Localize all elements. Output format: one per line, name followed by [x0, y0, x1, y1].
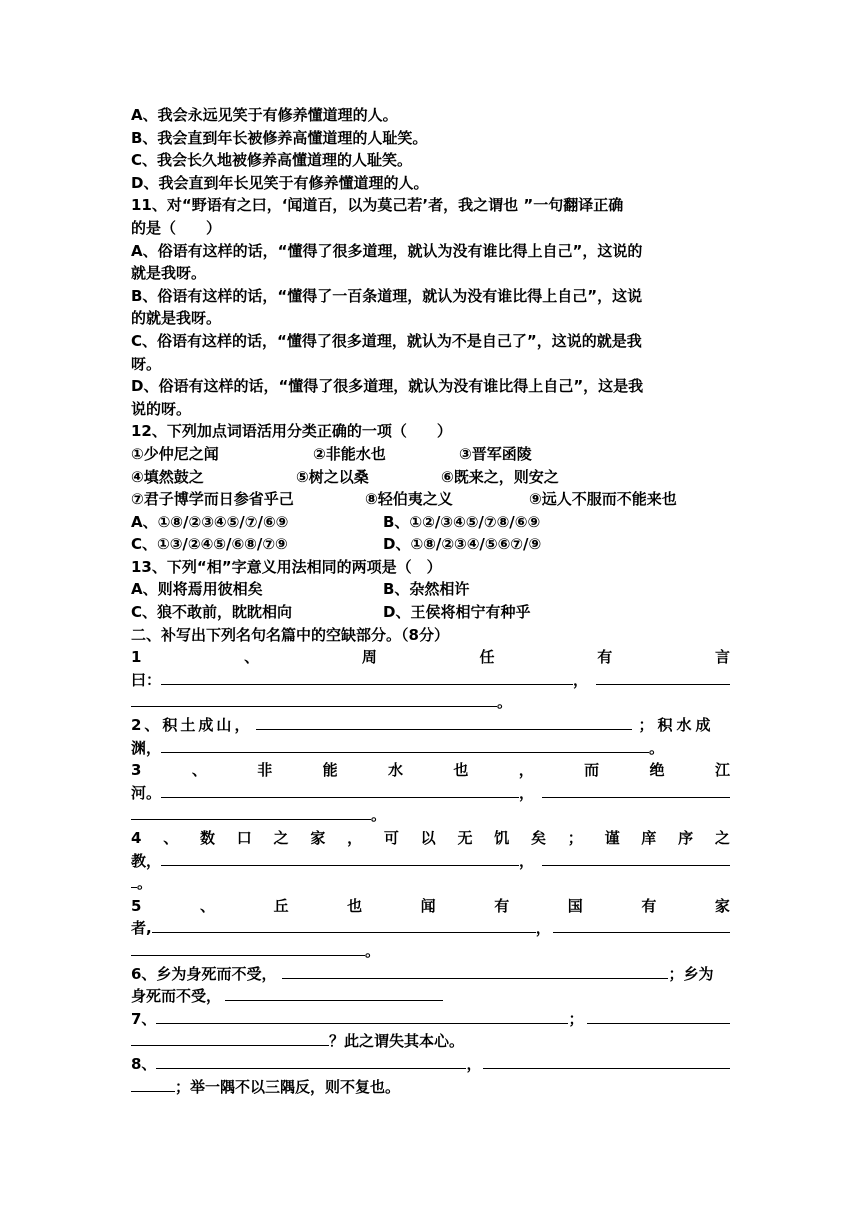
q13-options-row2: [131, 601, 730, 624]
q12-items-row1: [131, 443, 730, 466]
q12-option-b: B、①②/③④⑤/⑦⑧/⑥⑨: [383, 512, 541, 531]
blank-field[interactable]: [161, 783, 519, 798]
blank-field[interactable]: [282, 964, 668, 979]
s6-line2: 身死而不受，: [131, 985, 730, 1008]
s3-line2: 河。 ，: [131, 782, 730, 805]
q12-items-row3: [131, 488, 730, 511]
s8-line1: 8、 ，: [131, 1053, 730, 1076]
q12-stem: 12、下列加点词语活用分类正确的一项（ ）: [131, 422, 452, 441]
s3-line3: 。: [131, 804, 730, 827]
blank-field[interactable]: [161, 851, 519, 866]
blank-field[interactable]: [156, 1009, 568, 1024]
blank-field[interactable]: [131, 1031, 329, 1046]
blank-field[interactable]: [131, 941, 365, 956]
s2-line1: 2、积土成山， ；积水成: [131, 716, 715, 735]
q12-options-row2: [131, 533, 730, 556]
blank-field[interactable]: [156, 1054, 466, 1069]
q10-option-d: D、我会直到年长见笑于有修养懂道理的人。: [131, 173, 429, 192]
q12-item: ⑨远人不服而不能来也: [529, 490, 677, 509]
q11-option-d-line1: D、俗语有这样的话，“懂得了很多道理，就认为没有谁比得上自己”，这是我: [131, 377, 644, 396]
blank-field[interactable]: [542, 783, 730, 798]
q12-option-a: A、①⑧/②③④⑤/⑦/⑥⑨: [131, 512, 289, 531]
q12-item: ④填然鼓之: [131, 467, 204, 486]
s8-line2: ；举一隅不以三隅反，则不复也。: [131, 1076, 730, 1099]
q11-option-c-line1: C、俗语有这样的话，“懂得了很多道理，就认为不是自己了”，这说的就是我: [131, 331, 642, 350]
q12-options-row1: [131, 511, 730, 534]
q10-option-c: C、我会长久地被修养高懂道理的人耻笑。: [131, 151, 413, 170]
s1-line3: 。: [131, 691, 730, 714]
blank-field[interactable]: [587, 1009, 730, 1024]
q12-item: ⑦君子博学而日参省乎己: [131, 490, 294, 509]
q10-option-b: B、我会直到年长被修养高懂道理的人耻笑。: [131, 128, 428, 147]
q12-items-row2: [131, 466, 730, 489]
blank-field[interactable]: [553, 918, 730, 933]
blank-field[interactable]: [161, 738, 649, 753]
blank-field[interactable]: [131, 805, 371, 820]
blank-field[interactable]: [483, 1054, 730, 1069]
q12-item: ②非能水也: [313, 444, 386, 463]
s4-line3: 。: [131, 872, 730, 895]
q13-stem: 13、下列“相”字意义用法相同的两项是（ ）: [131, 557, 442, 576]
s4-line1: 4 、 数 口 之 家 ， 可 以 无 饥 矣 ； 谨 庠 序 之: [131, 829, 730, 847]
q12-item: ③晋军函陵: [459, 444, 532, 463]
blank-field[interactable]: [225, 986, 443, 1001]
q13-option-c: C、狼不敢前，眈眈相向: [131, 603, 293, 622]
q10-option-a: A、我会永远见笑于有修养懂道理的人。: [131, 106, 398, 124]
blank-field[interactable]: [161, 670, 573, 685]
s5-line3: 。: [131, 940, 730, 963]
s3-line1: 3 、 非 能 水 也 ， 而 绝 江: [131, 761, 730, 780]
s4-line2: 教， ，: [131, 850, 730, 873]
q11-option-a-line1: A、俗语有这样的话，“懂得了很多道理，就认为没有谁比得上自己”，这说的: [131, 241, 643, 260]
q11-stem-line2: 的是（ ）: [131, 218, 222, 237]
q12-option-c: C、①③/②④⑤/⑥⑧/⑦⑨: [131, 535, 288, 554]
q13-options-row1: [131, 578, 730, 601]
s7-line2: ？此之谓失其本心。: [131, 1030, 730, 1053]
q12-item: ⑧轻伯夷之义: [365, 490, 453, 509]
s5-line1: 5 、 丘 也 闻 有 国 有 家: [131, 896, 730, 915]
blank-field[interactable]: [596, 670, 730, 685]
q11-stem-line1: 11、对“野语有之曰，‘闻道百，以为莫己若’者，我之谓也 ”一句翻译正确: [131, 196, 624, 215]
s7-line1: 7、 ；: [131, 1008, 730, 1031]
s6-line1: 6、乡为身死而不受， ；乡为: [131, 964, 714, 983]
s2-line2: 渊， 。: [131, 738, 665, 757]
q11-option-b-line1: B、俗语有这样的话，“懂得了一百条道理，就认为没有谁比得上自己”，这说: [131, 286, 643, 305]
s5-line2: 者, ，: [131, 917, 730, 940]
s1-line2: 曰： ，: [131, 669, 730, 692]
section2-heading: 二、补写出下列名句名篇中的空缺部分。（8分）: [131, 625, 449, 644]
blank-field[interactable]: [131, 692, 497, 707]
document-page: [131, 104, 730, 1098]
s1-line1: 1 、 周 任 有 言: [131, 648, 730, 667]
q12-option-d: D、①⑧/②③④/⑤⑥⑦/⑨: [383, 535, 542, 554]
q12-item: ⑥既来之，则安之: [441, 467, 559, 486]
q11-option-b-line2: 的就是我呀。: [131, 309, 222, 328]
q12-item: ①少仲尼之闻: [131, 444, 219, 463]
blank-field[interactable]: [542, 851, 730, 866]
q11-option-d-line2: 说的呀。: [131, 399, 192, 418]
q11-option-c-line2: 呀。: [131, 354, 162, 373]
q13-option-b: B、杂然相许: [383, 580, 470, 599]
blank-field[interactable]: [256, 715, 632, 730]
q13-option-a: A、则将焉用彼相矣: [131, 580, 263, 599]
q11-option-a-line2: 就是我呀。: [131, 264, 207, 283]
blank-field[interactable]: [152, 918, 536, 933]
q12-item: ⑤树之以桑: [296, 467, 369, 486]
blank-field[interactable]: [131, 1077, 175, 1092]
q13-option-d: D、王侯将相宁有种乎: [383, 603, 531, 622]
